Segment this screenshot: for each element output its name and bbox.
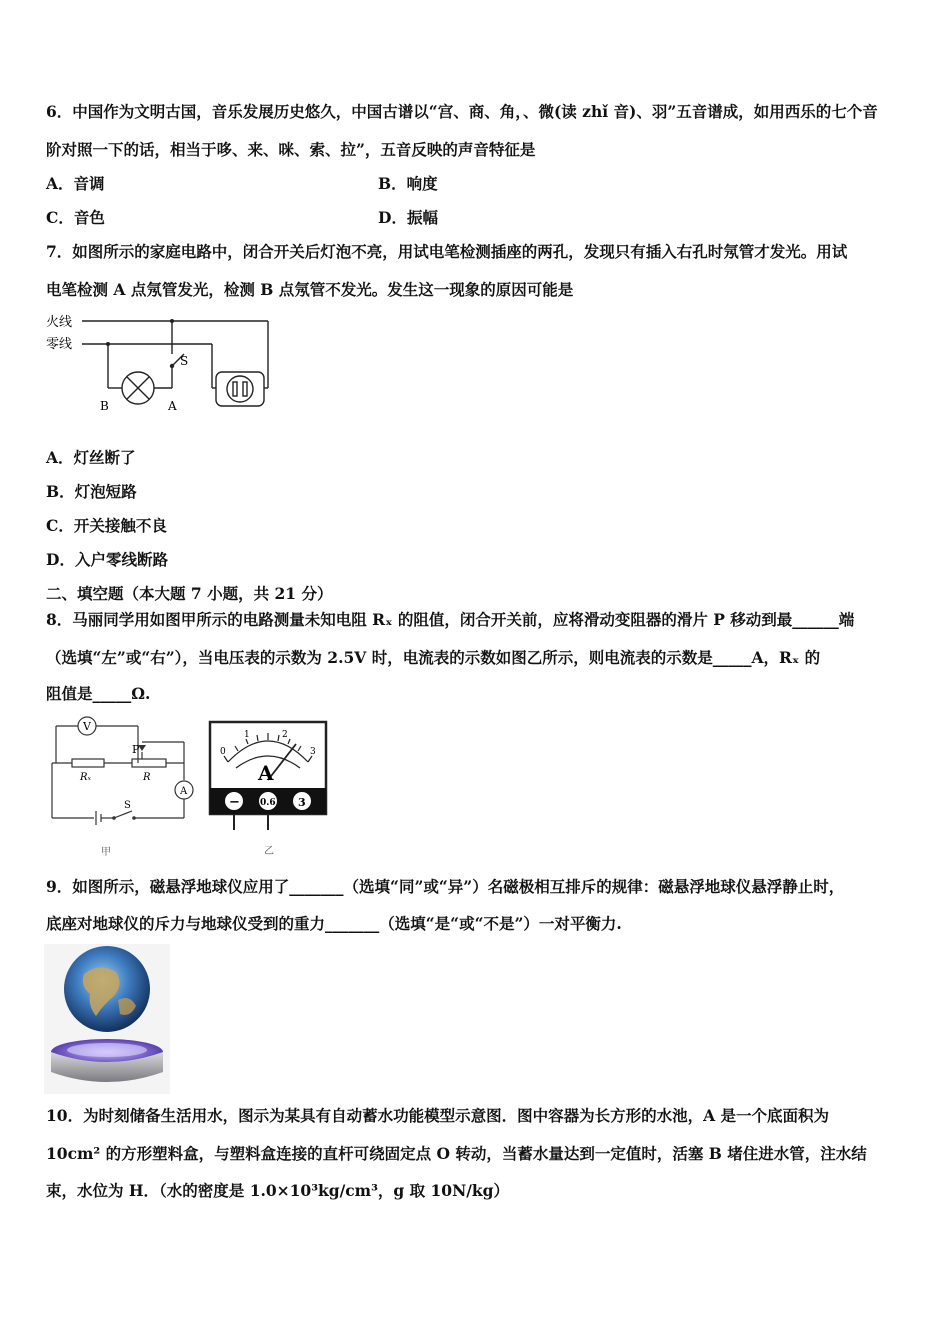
figure-yi-label: 乙 <box>264 846 274 857</box>
q6-option-d: D．振幅 <box>378 208 438 227</box>
terminal-0-6: 0.6 <box>260 798 276 808</box>
q8-line2: （选填“左”或“右”），当电压表的示数为 2.5V 时，电流表的示数如图乙所示，则电流表的示数是_____A，Rₓ 的 <box>46 648 821 667</box>
voltmeter-symbol: V <box>83 720 91 733</box>
switch-label: S <box>180 354 189 368</box>
q8-line1: 8．马丽同学用如图甲所示的电路测量未知电阻 Rₓ 的阻值，闭合开关前，应将滑动变阻器的滑片 P 移动到最______端 <box>46 610 855 629</box>
q6-option-c: C．音色 <box>46 208 105 227</box>
point-b-label: B <box>100 399 109 413</box>
q10-line2: 10cm² 的方形塑料盒，与塑料盒连接的直杆可绕固定点 O 转动，当蓄水量达到一定值时，活塞 B 堵住进水管，注水结 <box>46 1144 867 1163</box>
ammeter-tick-1: 1 <box>244 730 250 740</box>
household-circuit-figure <box>44 310 276 416</box>
rx-label: Rₓ <box>80 772 92 783</box>
q7-option-c: C．开关接触不良 <box>46 516 167 535</box>
q6-option-b: B．响度 <box>378 174 438 193</box>
q7-line1: 7．如图所示的家庭电路中，闭合开关后灯泡不亮，用试电笔检测插座的两孔，发现只有插入右孔时氖管才发光。用试 <box>46 242 848 261</box>
terminal-3: 3 <box>298 796 306 809</box>
q6-option-a: A．音调 <box>46 174 105 193</box>
rheostat-label: R <box>143 772 151 783</box>
q7-option-a: A．灯丝断了 <box>46 448 136 467</box>
q8-line3: 阻值是_____Ω. <box>46 684 151 703</box>
ammeter-tick-2: 2 <box>282 730 288 740</box>
q7-line2: 电笔检测 A 点氖管发光，检测 B 点氖管不发光。发生这一现象的原因可能是 <box>46 280 574 299</box>
ammeter-figure <box>206 720 330 860</box>
live-wire-label: 火线 <box>46 315 73 330</box>
switch-s-label: S <box>124 800 131 811</box>
ammeter-symbol: A <box>180 786 188 797</box>
ammeter-tick-3: 3 <box>310 747 316 757</box>
q10-line3: 束，水位为 H．（水的密度是 1.0×10³kg/cm³，g 取 10N/kg） <box>46 1181 509 1200</box>
q9-line2: 底座对地球仪的斥力与地球仪受到的重力_______（选填“是“或“不是”）一对平衡力. <box>46 914 622 933</box>
q7-option-d: D．入户零线断路 <box>46 550 168 569</box>
neutral-wire-label: 零线 <box>46 337 73 352</box>
ammeter-tick-0: 0 <box>220 747 226 757</box>
maglev-globe-image <box>44 944 170 1094</box>
terminal-minus: − <box>229 795 240 810</box>
slider-p-label: P <box>132 743 140 756</box>
point-a-label: A <box>168 399 177 413</box>
q6-line1: 6．中国作为文明古国，音乐发展历史悠久，中国古谱以“宫、商、角，、微(读 zhǐ 音)、羽”五音谱成，如用西乐的七个音 <box>46 102 878 121</box>
section-heading: 二、填空题（本大题 7 小题，共 21 分） <box>46 584 333 603</box>
q6-line2: 阶对照一下的话，相当于哆、来、咪、索、拉”，五音反映的声音特征是 <box>46 140 536 159</box>
q10-line1: 10．为时刻储备生活用水，图示为某具有自动蓄水功能模型示意图．图中容器为长方形的水池，A 是一个底面积为 <box>46 1106 829 1125</box>
ammeter-letter: A <box>258 761 274 785</box>
figure-jia-label: 甲 <box>101 847 111 858</box>
measurement-circuit-figure <box>46 714 196 860</box>
q7-option-b: B．灯泡短路 <box>46 482 137 501</box>
q9-line1: 9．如图所示，磁悬浮地球仪应用了_______（选填“同”或“异”）名磁极相互排斥的规律：磁悬浮地球仪悬浮静止时， <box>46 877 845 896</box>
